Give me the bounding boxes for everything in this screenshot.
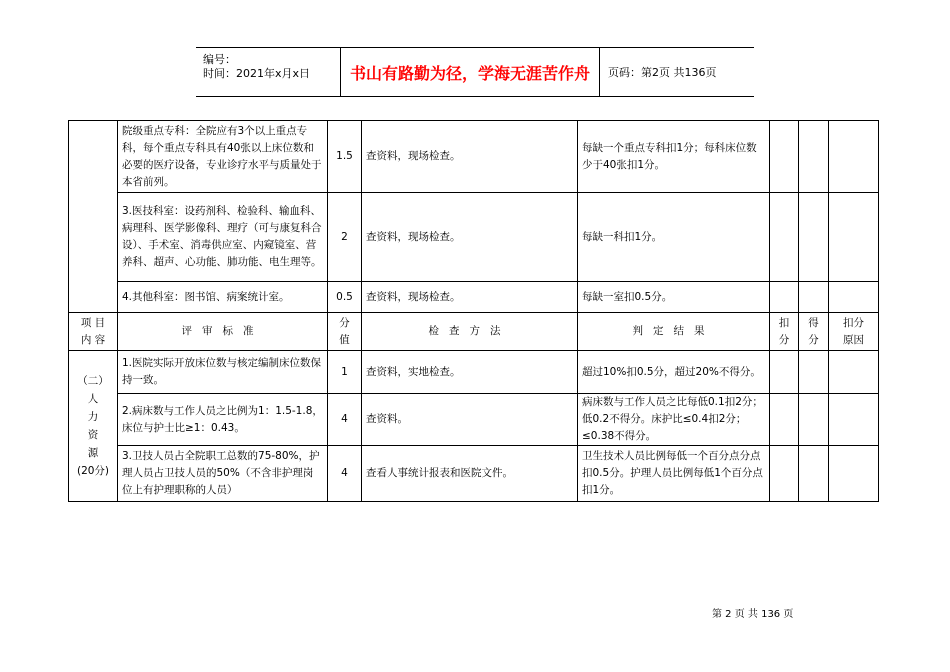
header-reason [829,313,879,351]
method-cell: 查资料，实地检查。 [362,351,578,394]
score-cell: 4 [328,446,362,502]
header-score [328,313,362,351]
header-reason-bottom: 原因 [843,333,864,346]
section-line: (20分) [76,465,110,477]
page-header [196,47,754,97]
section-line: 力 [87,411,99,423]
header-motto: 书山有路勤为径，学海无涯苦作舟 [341,48,600,96]
evaluation-table [68,120,879,502]
deduct-cell [770,193,799,282]
reason-cell [829,121,879,193]
gain-cell [799,282,829,313]
gain-cell [799,351,829,394]
header-item-content [69,313,118,351]
gain-cell [799,446,829,502]
header-reason-top: 扣分 [843,316,864,329]
gain-cell [799,394,829,446]
score-cell: 2 [328,193,362,282]
reason-cell [829,351,879,394]
criteria-cell: 1.医院实际开放床位数与核定编制床位数保持一致。 [118,351,328,394]
header-score-top: 分 [339,316,350,329]
criteria-cell: 院级重点专科：全院应有3个以上重点专科，每个重点专科具有40张以上床位数和必要的医疗设备，专业诊疗水平与质量处于本省前列。 [118,121,328,193]
method-cell: 查资料。 [362,394,578,446]
table-row [69,446,879,502]
result-cell: 卫生技术人员比例每低一个百分点分点扣0.5分。护理人员比例每低1个百分点扣1分。 [578,446,770,502]
result-cell: 超过10%扣0.5分，超过20%不得分。 [578,351,770,394]
criteria-cell: 3.卫技人员占全院职工总数的75-80%，护理人员占卫技人员的50%（不含非护理岗位上有护理职称的人员） [118,446,328,502]
deduct-cell [770,282,799,313]
result-cell: 每缺一个重点专科扣1分；每科床位数少于40张扣1分。 [578,121,770,193]
table-header-row [69,313,879,351]
score-cell: 1 [328,351,362,394]
reason-cell [829,446,879,502]
header-result: 判定结果 [578,313,770,351]
method-cell: 查资料，现场检查。 [362,282,578,313]
deduct-cell [770,446,799,502]
reason-cell [829,282,879,313]
deduct-cell [770,394,799,446]
table-row [69,282,879,313]
table-row [69,351,879,394]
header-gain [799,313,829,351]
reason-cell [829,193,879,282]
table-row [69,193,879,282]
method-cell: 查看人事统计报表和医院文件。 [362,446,578,502]
gain-cell [799,193,829,282]
section-line: 源 [87,447,99,459]
header-deduct-top: 扣 [778,316,790,329]
result-cell: 病床数与工作人员之比每低0.1扣2分；低0.2不得分。床护比≤0.4扣2分；≤0.38不得分。 [578,394,770,446]
section-cell-blank [69,121,118,313]
section-line: 人 [87,393,99,405]
result-cell: 每缺一室扣0.5分。 [578,282,770,313]
number-label: 编号： [203,53,236,66]
score-cell: 4 [328,394,362,446]
gain-cell [799,121,829,193]
header-content: 内 容 [80,333,106,346]
method-cell: 查资料，现场检查。 [362,121,578,193]
table-row [69,394,879,446]
score-cell: 1.5 [328,121,362,193]
header-score-bottom: 值 [339,333,350,346]
criteria-cell: 4.其他科室：图书馆、病案统计室。 [118,282,328,313]
header-deduct-bottom: 分 [778,333,790,346]
header-method: 检查方法 [362,313,578,351]
header-deduct [770,313,799,351]
criteria-cell: 3.医技科室：设药剂科、检验科、输血科、病理科、医学影像科、理疗（可与康复科合设）、手术室、消毒供应室、内窥镜室、营养科、超声、心功能、肺功能、电生理等。 [118,193,328,282]
section-line: 资 [87,429,99,441]
header-gain-top: 得 [808,316,819,329]
criteria-cell: 2.病床数与工作人员之比例为1：1.5-1.8，床位与护士比≥1：0.43。 [118,394,328,446]
deduct-cell [770,121,799,193]
result-cell: 每缺一科扣1分。 [578,193,770,282]
score-cell: 0.5 [328,282,362,313]
section-line: （二） [77,375,109,387]
header-page-label: 页码：第2页 共136页 [608,66,717,79]
table-row [69,121,879,193]
deduct-cell [770,351,799,394]
time-label: 时间：2021年x月x日 [203,67,311,80]
section-cell [69,351,118,502]
method-cell: 查资料，现场检查。 [362,193,578,282]
page-footer: 第 2 页 共 136 页 [712,609,794,620]
header-meta [196,48,341,96]
header-item: 项 目 [80,316,106,329]
reason-cell [829,394,879,446]
header-criteria: 评审标准 [118,313,328,351]
header-gain-bottom: 分 [808,333,819,346]
